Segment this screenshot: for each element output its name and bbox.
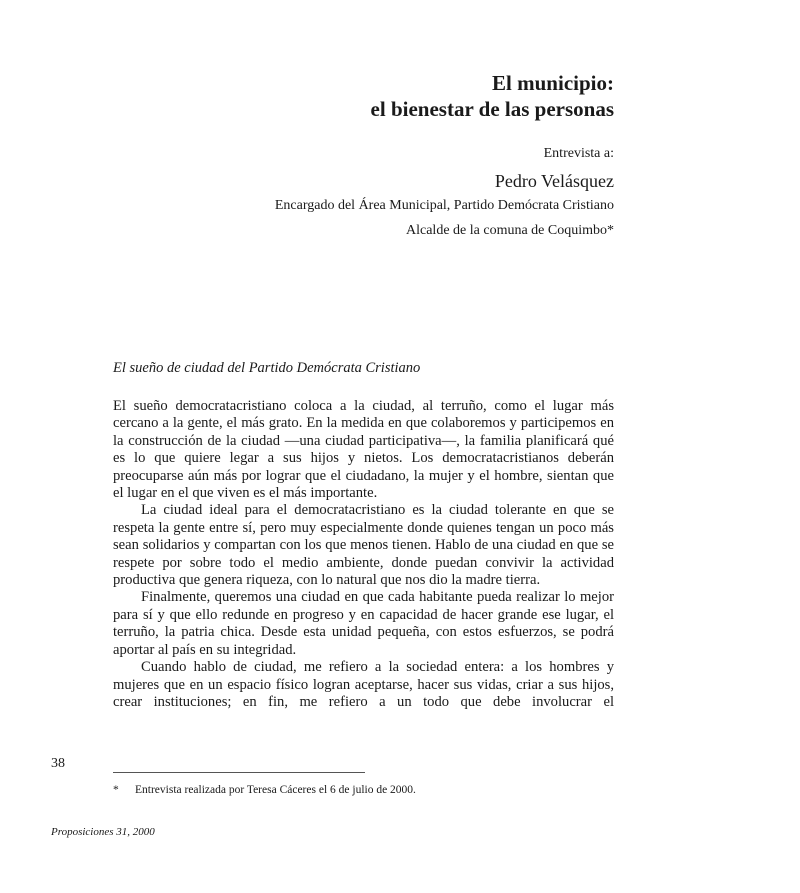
page-number: 38 <box>51 756 65 771</box>
article-title <box>371 70 614 122</box>
paragraph-4: Cuando hablo de ciudad, me refiero a la sociedad entera: a los hombres y mujeres que en un espacio físico logran aceptarse, hacer sus vidas, criar a sus hijos, crear instituciones; en fin, me refiero a un todo que debe involucrar el <box>113 659 614 710</box>
paragraph-3: Finalmente, queremos una ciudad en que cada habitante pueda realizar lo mejor para sí y que ello redunde en progreso y en capacidad de hacer grande ese lugar, el terruño, la patria chica. Desde esta unidad pequeña, con estos esfuerzos, se podrá aportar al país en su integridad. <box>113 589 614 658</box>
interviewee-role-1: Encargado del Área Municipal, Partido Demócrata Cristiano <box>274 198 614 213</box>
footnote-mark: * <box>113 784 119 796</box>
section-heading: El sueño de ciudad del Partido Demócrata Cristiano <box>113 360 421 376</box>
title-line-1: El municipio: <box>492 71 614 95</box>
title-line-2: el bienestar de las personas <box>370 97 614 121</box>
interview-label: Entrevista a: <box>543 146 614 161</box>
journal-reference: Proposiciones 31, 2000 <box>51 826 155 838</box>
footnote-divider <box>113 772 365 773</box>
footnote-text: Entrevista realizada por Teresa Cáceres el 6 de julio de 2000. <box>135 784 416 796</box>
interviewee-role-2: Alcalde de la comuna de Coquimbo* <box>406 223 614 238</box>
paragraph-1: El sueño democratacristiano coloca a la ciudad, al terruño, como el lugar más cercano a la gente, el más grato. En la medida en que colaboremos y participemos en la construcción de la ciudad —una ciudad participativa—, la familia planificará qué es lo que quiere legar a sus hijos y nietos. Los democratacristianos deberán preocuparse aún más por lograr que el ciudadano, la mujer y el hombre, sientan que el lugar en el que viven es el más importante. <box>113 398 614 502</box>
article-body <box>113 398 614 710</box>
paragraph-2: La ciudad ideal para el democratacristiano es la ciudad tolerante en que se respeta la gente entre sí, pero muy especialmente donde quienes tengan un poco más sean solidarios y compartan con los que menos tienen. Hablo de una ciudad en que se respete por sobre todo el medio ambiente, donde puedan convivir la actividad productiva que genera riqueza, con lo natural que nos dio la madre tierra. <box>113 502 614 589</box>
footnote <box>113 784 416 796</box>
interviewee-name: Pedro Velásquez <box>494 171 614 191</box>
